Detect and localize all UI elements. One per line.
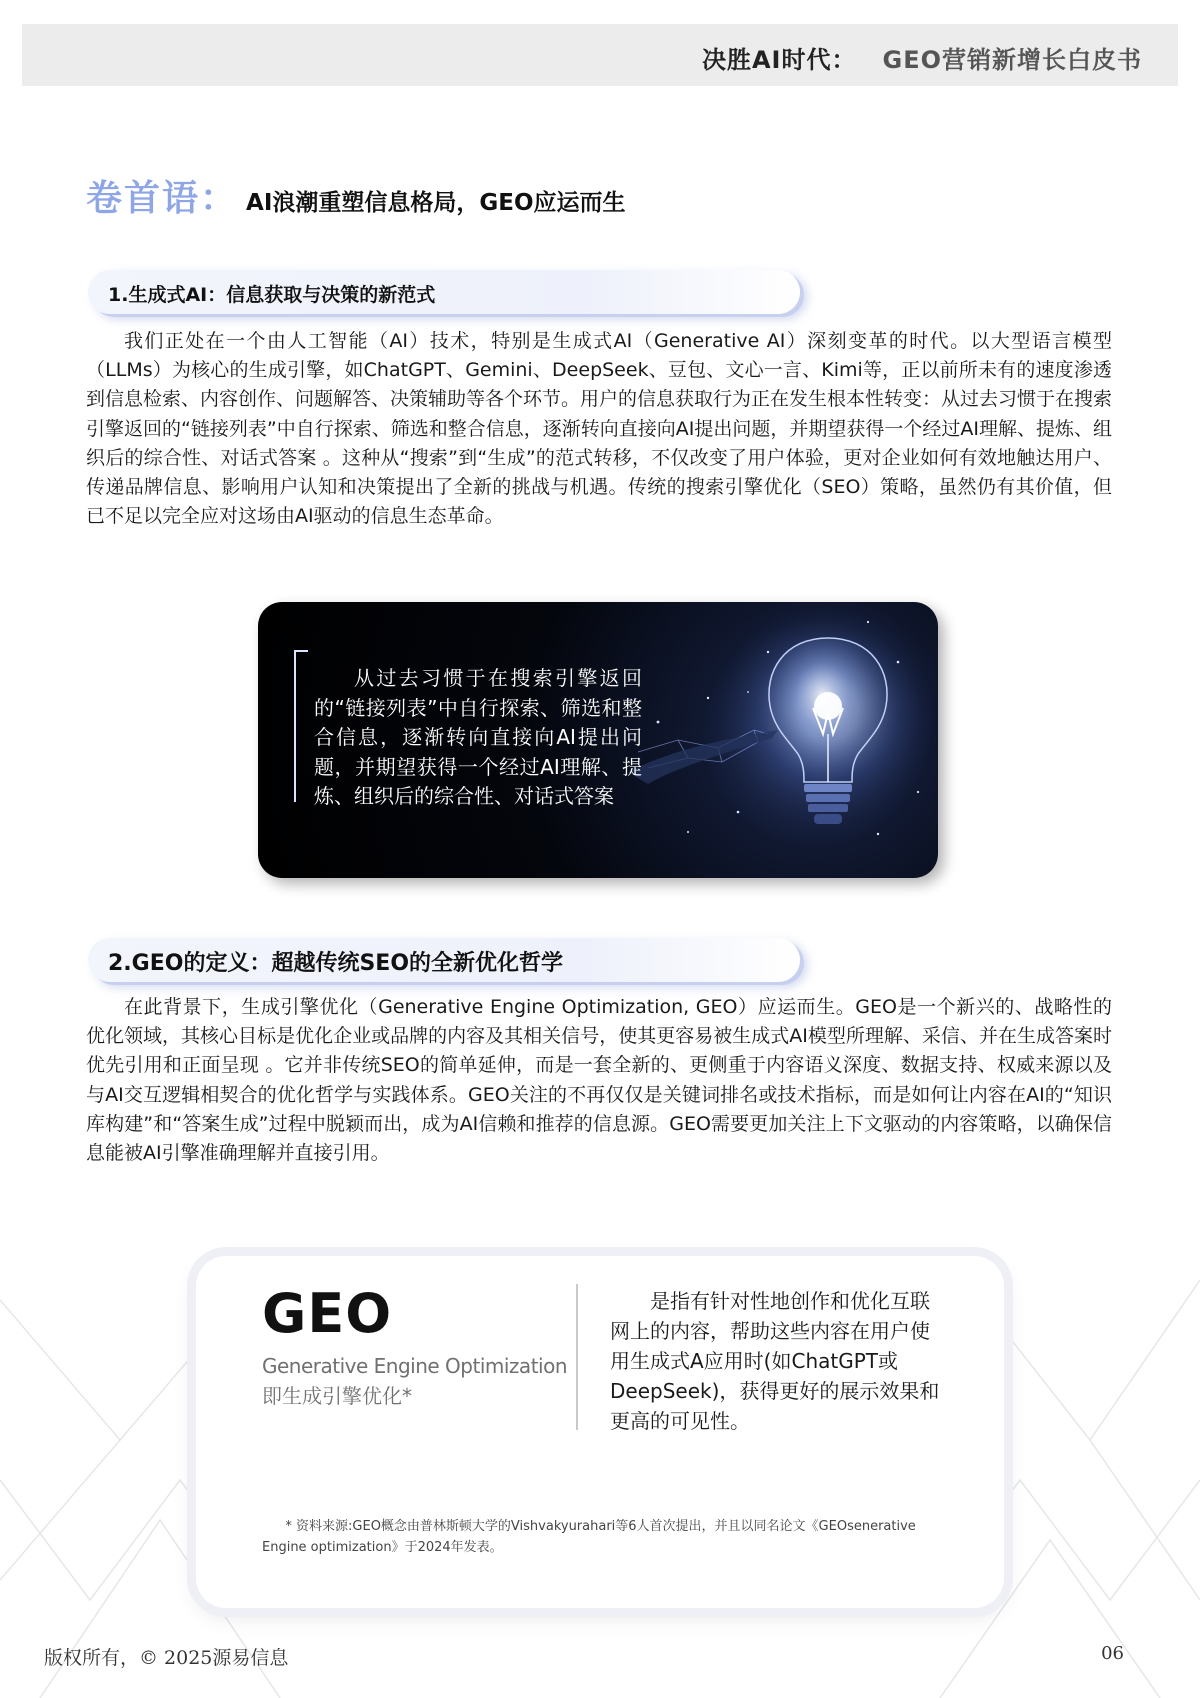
page-number: 06 [1101, 1643, 1124, 1664]
section-2-paragraph: 在此背景下，生成引擎优化（Generative Engine Optimization, GEO）应运而生。GEO是一个新兴的、战略性的优化领域，其核心目标是优化企业或品牌的内容及其相关信号，使其更容易被生成式AI模型所理解、采信、并在生成答案时优先引用和正面呈现 。它并非传统SEO的简单延伸，而是一套全新的、更侧重于内容语义深度、数据支持、权威来源以及与AI交互逻辑相契合的优化哲学与实践体系。GEO关注的不再仅仅是关键词排名或技术指标，而是如何让内容在AI的“知识库构建”和“答案生成”过程中脱颖而出，成为AI信赖和推荐的信息源。GEO需要更加关注上下文驱动的内容策略，以确保信息能被AI引擎准确理解并直接引用。 [86, 996, 1112, 1165]
title-subtitle: GEO营销新增长白皮书 [882, 46, 1142, 74]
quote-bracket [294, 650, 308, 802]
footer-copyright: 版权所有，© 2025源易信息 [44, 1647, 289, 1669]
header-bar [22, 24, 1178, 86]
section-1-header [88, 270, 800, 314]
geo-chinese-name: 即生成引擎优化* [262, 1384, 412, 1408]
geo-description: 是指有针对性地创作和优化互联网上的内容，帮助这些内容在用户使用生成式A应用时(如ChatGPT或DeepSeek)，获得更好的展示效果和更高的可见性。 [610, 1289, 940, 1433]
title-main: 决胜AI时代： [701, 46, 857, 74]
lightbulb-illustration [618, 602, 938, 878]
document-title [702, 40, 1142, 75]
foreword-heading [86, 170, 626, 221]
section-2-header [88, 938, 800, 982]
geo-acronym: GEO [262, 1282, 393, 1345]
foreword-label: 卷首语： [86, 178, 239, 219]
geo-divider [576, 1284, 578, 1430]
section-1-paragraph: 我们正处在一个由人工智能（AI）技术，特别是生成式AI（Generative AI）深刻变革的时代。以大型语言模型（LLMs）为核心的生成引擎，如ChatGPT、Gemini、DeepSeek、豆包、文心一言、Kimi等，正以前所未有的速度渗透到信息检索、内容创作、问题解答、决策辅助等各个环节。用户的信息获取行为正在发生根本性转变：从过去习惯于在搜索引擎返回的“链接列表”中自行探索、筛选和整合信息，逐渐转向直接向AI提出问题，并期望获得一个经过AI理解、提炼、组织后的综合性、对话式答案 。这种从“搜索”到“生成”的范式转移，不仅改变了用户体验，更对企业如何有效地触达用户、传递品牌信息、影响用户认知和决策提出了全新的挑战与机遇。传统的搜索引擎优化（SEO）策略，虽然仍有其价值，但已不足以完全应对这场由AI驱动的信息生态革命。 [86, 330, 1113, 528]
foreword-title: AI浪潮重塑信息格局，GEO应运而生 [246, 190, 626, 216]
geo-definition-card [196, 1256, 1004, 1608]
section-1-heading: 1.生成式AI：信息获取与决策的新范式 [108, 284, 436, 306]
geo-source-note: * 资料来源:GEO概念由普林斯顿大学的Vishvakyurahari等6人首次提出，并且以同名论文《GEOsenerative Engine optimization》于2024年发表。 [262, 1519, 916, 1555]
quote-card [258, 602, 938, 878]
quote-text: 从过去习惯于在搜索引擎返回的“链接列表”中自行探索、筛选和整合信息，逐渐转向直接向AI提出问题，并期望获得一个经过AI理解、提炼、组织后的综合性、对话式答案 [314, 666, 642, 808]
section-2-heading: 2.GEO的定义：超越传统SEO的全新优化哲学 [108, 951, 564, 976]
geo-english-name: Generative Engine Optimization [262, 1354, 567, 1378]
